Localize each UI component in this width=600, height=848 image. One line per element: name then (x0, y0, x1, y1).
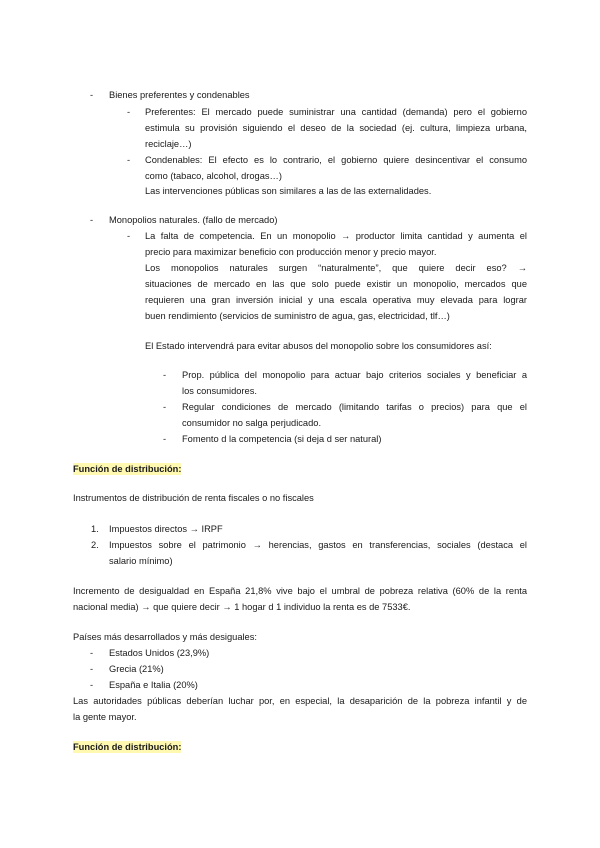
paises-intro: Países más desarrollados y más desiguales: (73, 632, 257, 642)
list-number-2: 2. (91, 540, 99, 550)
list-item-patrimonio-line-2: salario mínimo) (109, 556, 173, 566)
bullet-dash: - (90, 90, 94, 100)
sub-sub-bullet-dash: - (163, 370, 167, 380)
desigualdad-line-1: Incremento de desigualdad en España 21,8% vive bajo el umbral de pobreza relativa (60% de la renta (73, 586, 527, 596)
bullet-title-bienes: Bienes preferentes y condenables (109, 90, 250, 100)
preferentes-line-2: estimula su provisión siguiendo el deseo de la sociedad (ej. cultura, limpieza urbana, (145, 123, 527, 133)
medida-1-line-1: Prop. pública del monopolio para actuar bajo criterios sociales y beneficiar a (182, 370, 527, 380)
condenables-line-3: Las intervenciones públicas son similares a las de las externalidades. (145, 186, 432, 196)
heading-funcion-distribucion-2: Función de distribución: (73, 742, 182, 752)
heading-funcion-distribucion: Función de distribución: (73, 464, 182, 474)
list-item-impuestos-directos: Impuestos directos → IRPF (109, 524, 223, 534)
list-item-patrimonio-line-1: Impuestos sobre el patrimonio → herencias, gastos en transferencias, sociales (destaca el (109, 540, 527, 550)
autoridades-line-2: la gente mayor. (73, 712, 137, 722)
sub-sub-bullet-dash: - (163, 434, 167, 444)
pais-estados-unidos: Estados Unidos (23,9%) (109, 648, 210, 658)
monopolio-p2-line-4: buen rendimiento (servicios de suministro de agua, gas, electricidad, tlf…) (145, 311, 450, 321)
preferentes-line-3: reciclaje…) (145, 139, 192, 149)
bullet-dash: - (90, 215, 94, 225)
bullet-dash: - (90, 680, 94, 690)
medida-2-line-2: consumidor no salga perjudicado. (182, 418, 322, 428)
monopolio-p2-line-2: situaciones de mercado en las que solo puede existir un monopolio, mercados que (145, 279, 527, 289)
sub-bullet-dash: - (127, 231, 131, 241)
pais-espana-italia: España e Italia (20%) (109, 680, 198, 690)
sub-sub-bullet-dash: - (163, 402, 167, 412)
bullet-title-monopolios: Monopolios naturales. (fallo de mercado) (109, 215, 278, 225)
bullet-dash: - (90, 664, 94, 674)
list-number-1: 1. (91, 524, 99, 534)
condenables-line-2: como (tabaco, alcohol, drogas…) (145, 171, 282, 181)
medida-2-line-1: Regular condiciones de mercado (limitando tarifas o precios) para que el (182, 402, 527, 412)
pais-grecia: Grecia (21%) (109, 664, 164, 674)
medida-1-line-2: los consumidores. (182, 386, 257, 396)
preferentes-line-1: Preferentes: El mercado puede suministrar una cantidad (demanda) pero el gobierno (145, 107, 527, 117)
bullet-dash: - (90, 648, 94, 658)
sub-bullet-dash: - (127, 107, 131, 117)
instrumentos-text: Instrumentos de distribución de renta fiscales o no fiscales (73, 493, 314, 503)
autoridades-line-1: Las autoridades públicas deberían luchar por, en especial, la desaparición de la pobreza infantil y de (73, 696, 527, 706)
monopolio-p2-line-1: Los monopolios naturales surgen “naturalmente”, que quiere decir eso? → (145, 263, 527, 273)
sub-bullet-dash: - (127, 155, 131, 165)
medida-3: Fomento d la competencia (si deja d ser natural) (182, 434, 382, 444)
monopolio-p2-line-3: requieren una gran inversión inicial y una escala operativa muy elevada para lograr (145, 295, 527, 305)
monopolio-p1-line-2: precio para maximizar beneficio con producción menor y precio mayor. (145, 247, 437, 257)
condenables-line-1: Condenables: El efecto es lo contrario, el gobierno quiere desincentivar el consumo (145, 155, 527, 165)
monopolio-p1-line-1: La falta de competencia. En un monopolio → productor limita cantidad y aumenta el (145, 231, 527, 241)
desigualdad-line-2: nacional media) → que quiere decir → 1 hogar d 1 individuo la renta es de 7533€. (73, 602, 411, 612)
estado-intervencion: El Estado intervendrá para evitar abusos del monopolio sobre los consumidores así: (145, 341, 492, 351)
